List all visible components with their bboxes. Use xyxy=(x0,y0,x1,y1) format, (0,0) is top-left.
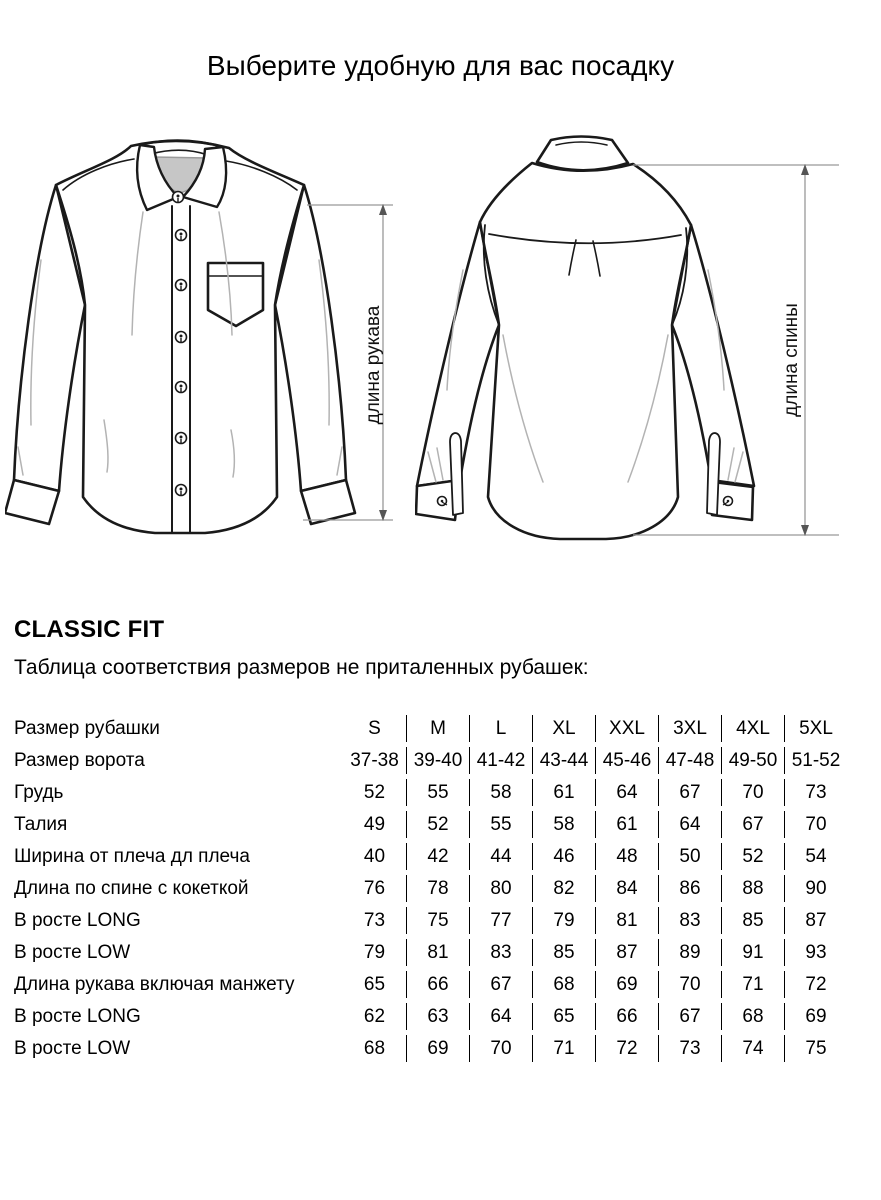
size-value-cell: 64 xyxy=(595,779,658,806)
size-value-cell: 77 xyxy=(469,907,532,934)
size-value-cell: 80 xyxy=(469,875,532,902)
table-row xyxy=(14,1003,847,1030)
size-value-cell: 43-44 xyxy=(532,747,595,774)
table-row xyxy=(14,715,847,742)
size-value-cell: 70 xyxy=(469,1035,532,1062)
size-value-cell: 54 xyxy=(784,843,847,870)
row-label: В росте LONG xyxy=(14,909,141,931)
size-value-cell: 71 xyxy=(721,971,784,998)
page-title: Выберите удобную для вас посадку xyxy=(206,50,675,81)
size-value-cell: 52 xyxy=(363,781,386,803)
size-value-cell: 52 xyxy=(406,811,469,838)
row-label: В росте LOW xyxy=(14,1037,131,1059)
size-value-cell: 86 xyxy=(658,875,721,902)
size-value-cell: 58 xyxy=(532,811,595,838)
size-value-cell: 40 xyxy=(363,845,386,867)
size-value-cell: 51-52 xyxy=(784,747,847,774)
size-value-cell: 87 xyxy=(595,939,658,966)
size-value-cell: 72 xyxy=(595,1035,658,1062)
dim-arrow-down-icon xyxy=(379,510,387,521)
row-label: Длина по спине с кокеткой xyxy=(14,877,249,899)
size-value-cell: 73 xyxy=(363,909,386,931)
size-value-cell: 81 xyxy=(406,939,469,966)
size-value-cell: 72 xyxy=(784,971,847,998)
fit-heading: CLASSIC FIT xyxy=(14,616,165,643)
back-body xyxy=(480,163,691,539)
table-row xyxy=(14,939,847,966)
row-label: Длина рукава включая манжету xyxy=(14,973,295,995)
size-value-cell: 52 xyxy=(721,843,784,870)
size-value-cell: 70 xyxy=(658,971,721,998)
size-value-cell: 83 xyxy=(469,939,532,966)
size-value-cell: 39-40 xyxy=(406,747,469,774)
size-value-cell: 62 xyxy=(363,1005,386,1027)
table-caption: Таблица соответствия размеров не приталенных рубашек: xyxy=(14,656,589,679)
table-row xyxy=(14,811,847,838)
table-row xyxy=(14,779,847,806)
size-value-cell: 74 xyxy=(721,1035,784,1062)
table-row xyxy=(14,971,847,998)
size-value-cell: 82 xyxy=(532,875,595,902)
dim-arrow-down-icon xyxy=(801,525,809,536)
size-value-cell: 69 xyxy=(595,971,658,998)
size-value-cell: L xyxy=(469,715,532,742)
size-value-cell: 50 xyxy=(658,843,721,870)
size-value-cell: 81 xyxy=(595,907,658,934)
right-sleeve-placket xyxy=(707,433,720,515)
size-value-cell: 75 xyxy=(406,907,469,934)
size-value-cell: 75 xyxy=(784,1035,847,1062)
row-label: Грудь xyxy=(14,781,64,803)
size-value-cell: 3XL xyxy=(658,715,721,742)
size-value-cell: 69 xyxy=(784,1003,847,1030)
size-value-cell: 85 xyxy=(532,939,595,966)
size-value-cell: 73 xyxy=(658,1035,721,1062)
size-value-cell: 58 xyxy=(469,779,532,806)
size-value-cell: 65 xyxy=(532,1003,595,1030)
size-value-cell: 44 xyxy=(469,843,532,870)
size-value-cell: M xyxy=(406,715,469,742)
size-value-cell: 79 xyxy=(363,941,386,963)
table-row xyxy=(14,1035,847,1062)
size-table-body xyxy=(14,715,847,1062)
size-value-cell: 45-46 xyxy=(595,747,658,774)
size-value-cell: 71 xyxy=(532,1035,595,1062)
size-value-cell: 41-42 xyxy=(469,747,532,774)
size-value-cell: 49-50 xyxy=(721,747,784,774)
size-value-cell: 67 xyxy=(658,779,721,806)
size-value-cell: 68 xyxy=(721,1003,784,1030)
table-row xyxy=(14,875,847,902)
size-value-cell: 49 xyxy=(363,813,386,835)
size-value-cell: 84 xyxy=(595,875,658,902)
sleeve-length-label: длина рукава xyxy=(363,305,384,425)
size-value-cell: 42 xyxy=(406,843,469,870)
size-value-cell: 61 xyxy=(532,779,595,806)
size-value-cell: 90 xyxy=(784,875,847,902)
row-label: В росте LOW xyxy=(14,941,131,963)
size-value-cell: 64 xyxy=(658,811,721,838)
size-value-cell: 55 xyxy=(469,811,532,838)
size-value-cell: 78 xyxy=(406,875,469,902)
size-value-cell: 48 xyxy=(595,843,658,870)
size-value-cell: 91 xyxy=(721,939,784,966)
size-value-cell: 5XL xyxy=(784,715,847,742)
row-label: Ширина от плеча дл плеча xyxy=(14,845,250,867)
size-value-cell: 73 xyxy=(784,779,847,806)
size-value-cell: 66 xyxy=(595,1003,658,1030)
size-value-cell: 65 xyxy=(363,973,386,995)
size-value-cell: XL xyxy=(532,715,595,742)
size-value-cell: 85 xyxy=(721,907,784,934)
size-value-cell: 70 xyxy=(784,811,847,838)
size-value-cell: 69 xyxy=(406,1035,469,1062)
size-value-cell: 67 xyxy=(469,971,532,998)
row-label: Талия xyxy=(14,813,68,835)
table-row xyxy=(14,747,847,774)
left-sleeve-placket xyxy=(450,433,463,515)
size-value-cell: 68 xyxy=(532,971,595,998)
back-shirt-drawing xyxy=(415,130,845,560)
size-value-cell: 88 xyxy=(721,875,784,902)
size-value-cell: 89 xyxy=(658,939,721,966)
size-value-cell: 79 xyxy=(532,907,595,934)
front-shirt-drawing xyxy=(5,130,405,555)
size-value-cell: 76 xyxy=(363,877,386,899)
size-value-cell: 87 xyxy=(784,907,847,934)
size-value-cell: 70 xyxy=(721,779,784,806)
table-row xyxy=(14,907,847,934)
size-value-cell: 37-38 xyxy=(350,749,399,771)
size-value-cell: 63 xyxy=(406,1003,469,1030)
size-value-cell: 93 xyxy=(784,939,847,966)
size-value-cell: 67 xyxy=(658,1003,721,1030)
size-value-cell: 61 xyxy=(595,811,658,838)
size-value-cell: 4XL xyxy=(721,715,784,742)
size-value-cell: 47-48 xyxy=(658,747,721,774)
size-value-cell: XXL xyxy=(595,715,658,742)
size-value-cell: 66 xyxy=(406,971,469,998)
size-value-cell: 83 xyxy=(658,907,721,934)
row-label: Размер ворота xyxy=(14,749,145,771)
row-label: В росте LONG xyxy=(14,1005,141,1027)
size-value-cell: 64 xyxy=(469,1003,532,1030)
row-label: Размер рубашки xyxy=(14,717,160,739)
size-table xyxy=(14,710,847,1067)
size-value-cell: 67 xyxy=(721,811,784,838)
size-value-cell: 55 xyxy=(406,779,469,806)
table-row xyxy=(14,843,847,870)
size-value-cell: S xyxy=(368,717,381,739)
back-length-label: длина спины xyxy=(781,303,802,417)
size-value-cell: 46 xyxy=(532,843,595,870)
size-value-cell: 68 xyxy=(363,1037,386,1059)
